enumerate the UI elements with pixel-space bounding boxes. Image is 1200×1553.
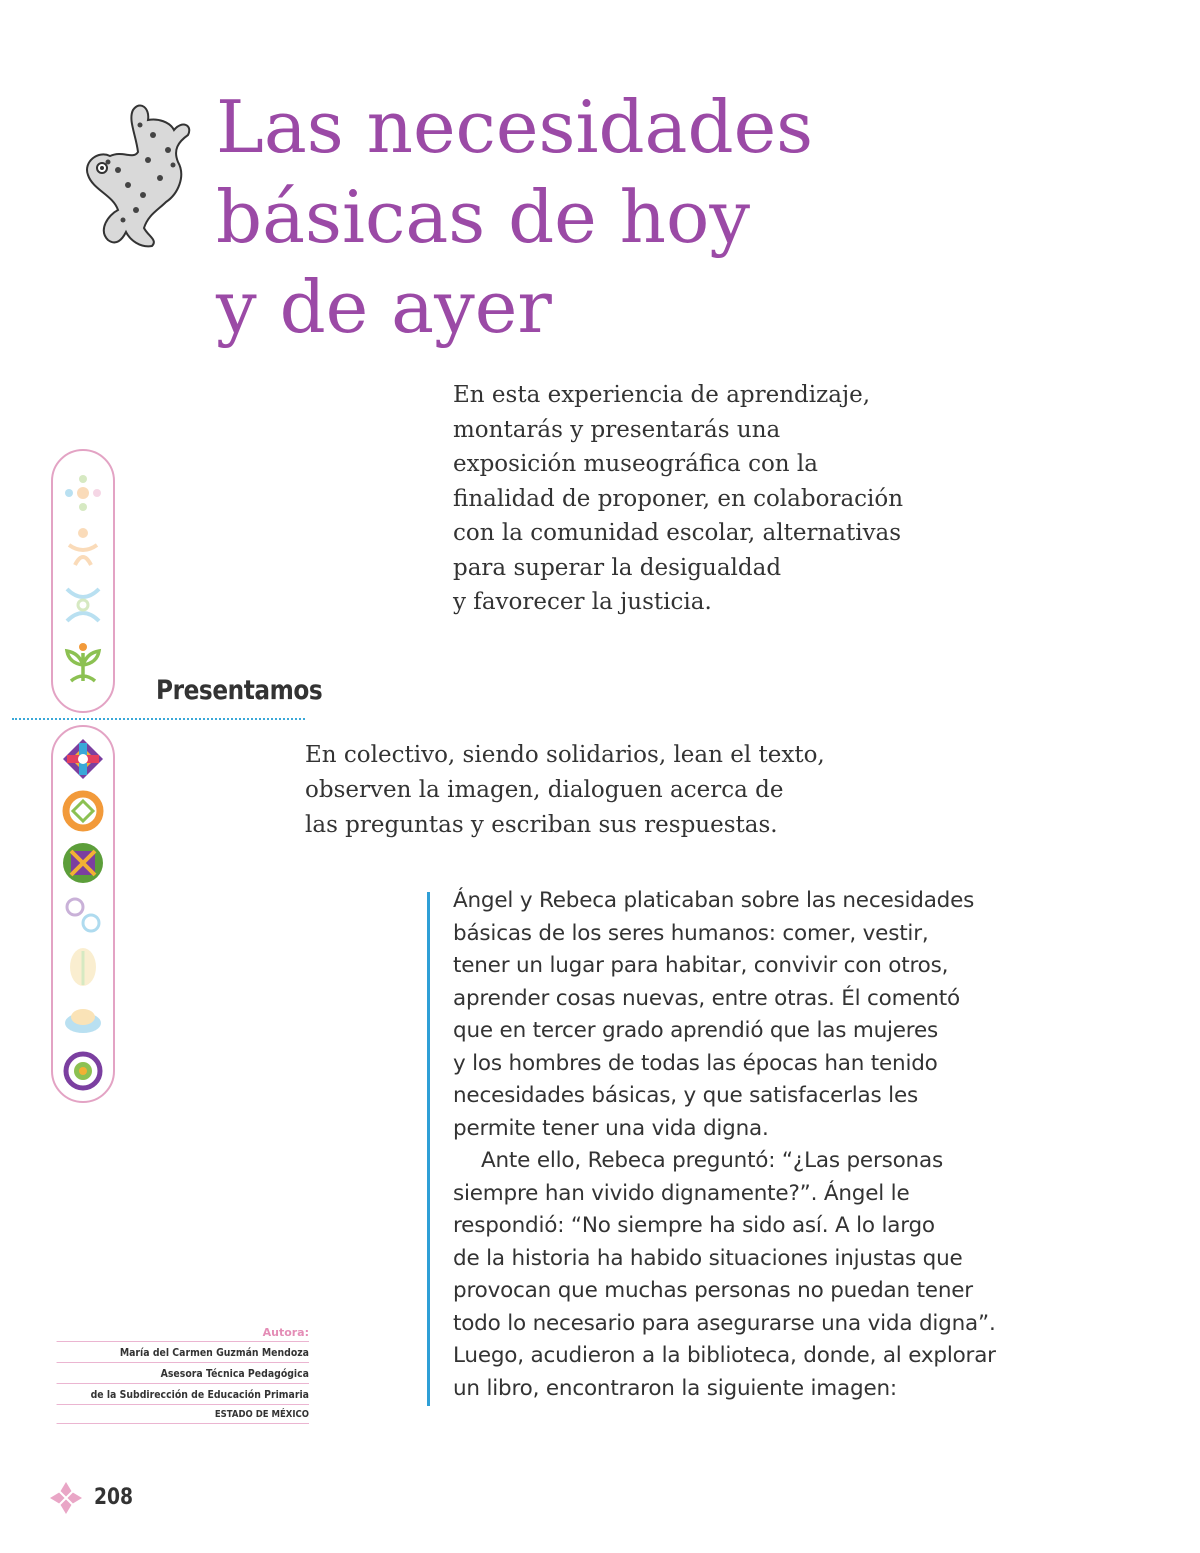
story-line: respondió: “No siempre ha sido así. A lo largo	[453, 1213, 935, 1238]
story-line: permite tener una vida digna.	[453, 1115, 769, 1141]
title-line: y de ayer	[216, 265, 552, 349]
story-text	[453, 885, 1093, 1405]
intro-line: En esta experiencia de aprendizaje,	[453, 382, 871, 408]
diamond-cross-icon	[61, 737, 105, 781]
sprout-icon	[61, 641, 105, 685]
author-state: ESTADO DE MÉXICO	[57, 1404, 309, 1424]
icon-column-phases	[51, 449, 115, 713]
intro-line: montarás y presentarás una	[453, 416, 781, 443]
link-icon	[61, 583, 105, 627]
story-line: Luego, acudieron a la biblioteca, donde, al explorar	[453, 1343, 996, 1368]
author-label: Autora:	[262, 1326, 309, 1339]
author-name: María del Carmen Guzmán Mendoza	[57, 1341, 309, 1362]
author-unit: de la Subdirección de Educación Primaria	[57, 1383, 309, 1404]
icon-column-fields	[51, 725, 115, 1103]
story-line: básicas de los seres humanos: comer, vestir,	[453, 920, 929, 946]
intro-line: exposición museográfica con la	[453, 451, 819, 477]
title-line: básicas de hoy	[216, 175, 751, 259]
jaguar-glyph-icon	[78, 90, 196, 250]
intro-line: para superar la desigualdad	[453, 554, 782, 581]
story-accent-bar	[427, 892, 430, 1406]
story-line: necesidades básicas, y que satisfacerlas les	[453, 1083, 918, 1108]
page-ornament-icon	[48, 1480, 84, 1516]
green-square-icon	[61, 841, 105, 885]
intro-line: y favorecer la justicia.	[453, 589, 712, 615]
dancer-icon	[61, 525, 105, 569]
instruction-line: observen la imagen, dialoguen acerca de	[305, 777, 784, 803]
orange-ring-icon	[61, 789, 105, 833]
story-line: todo lo necesario para asegurarse una vida digna”.	[453, 1310, 996, 1336]
page-title	[216, 82, 916, 352]
title-line: Las necesidades	[216, 85, 814, 169]
purple-circle-icon	[61, 1049, 105, 1093]
story-line: Ante ello, Rebeca preguntó: “¿Las personas	[481, 1148, 943, 1173]
page-number: 208	[94, 1485, 134, 1510]
instruction-line: En colectivo, siendo solidarios, lean el texto,	[305, 742, 825, 768]
story-line: un libro, encontraron la siguiente imagen:	[453, 1375, 897, 1401]
story-line: Ángel y Rebeca platicaban sobre las necesidades	[453, 888, 975, 913]
intro-paragraph	[453, 378, 933, 620]
story-line: provocan que muchas personas no puedan tener	[453, 1278, 973, 1303]
story-line: que en tercer grado aprendió que las mujeres	[453, 1018, 939, 1043]
chain-icon	[61, 893, 105, 937]
story-line: aprender cosas nuevas, entre otras. Él comentó	[453, 985, 960, 1011]
story-line: de la historia ha habido situaciones injustas que	[453, 1245, 963, 1271]
story-line: y los hombres de todas las épocas han tenido	[453, 1050, 938, 1076]
intro-line: finalidad de proponer, en colaboración	[453, 485, 904, 512]
author-role: Asesora Técnica Pedagógica	[57, 1362, 309, 1383]
story-line: siempre han vivido dignamente?”. Ángel le	[453, 1180, 910, 1206]
author-credit	[12, 1322, 309, 1424]
leaf-icon	[61, 945, 105, 989]
section-divider	[12, 718, 305, 720]
flower-icon	[61, 471, 105, 515]
section-heading: Presentamos	[156, 675, 323, 706]
story-line: tener un lugar para habitar, convivir con otros,	[453, 953, 949, 978]
instruction-line: las preguntas y escriban sus respuestas.	[305, 812, 778, 838]
turtle-icon	[61, 997, 105, 1041]
instruction-paragraph	[305, 738, 865, 843]
intro-line: con la comunidad escolar, alternativas	[453, 520, 902, 546]
